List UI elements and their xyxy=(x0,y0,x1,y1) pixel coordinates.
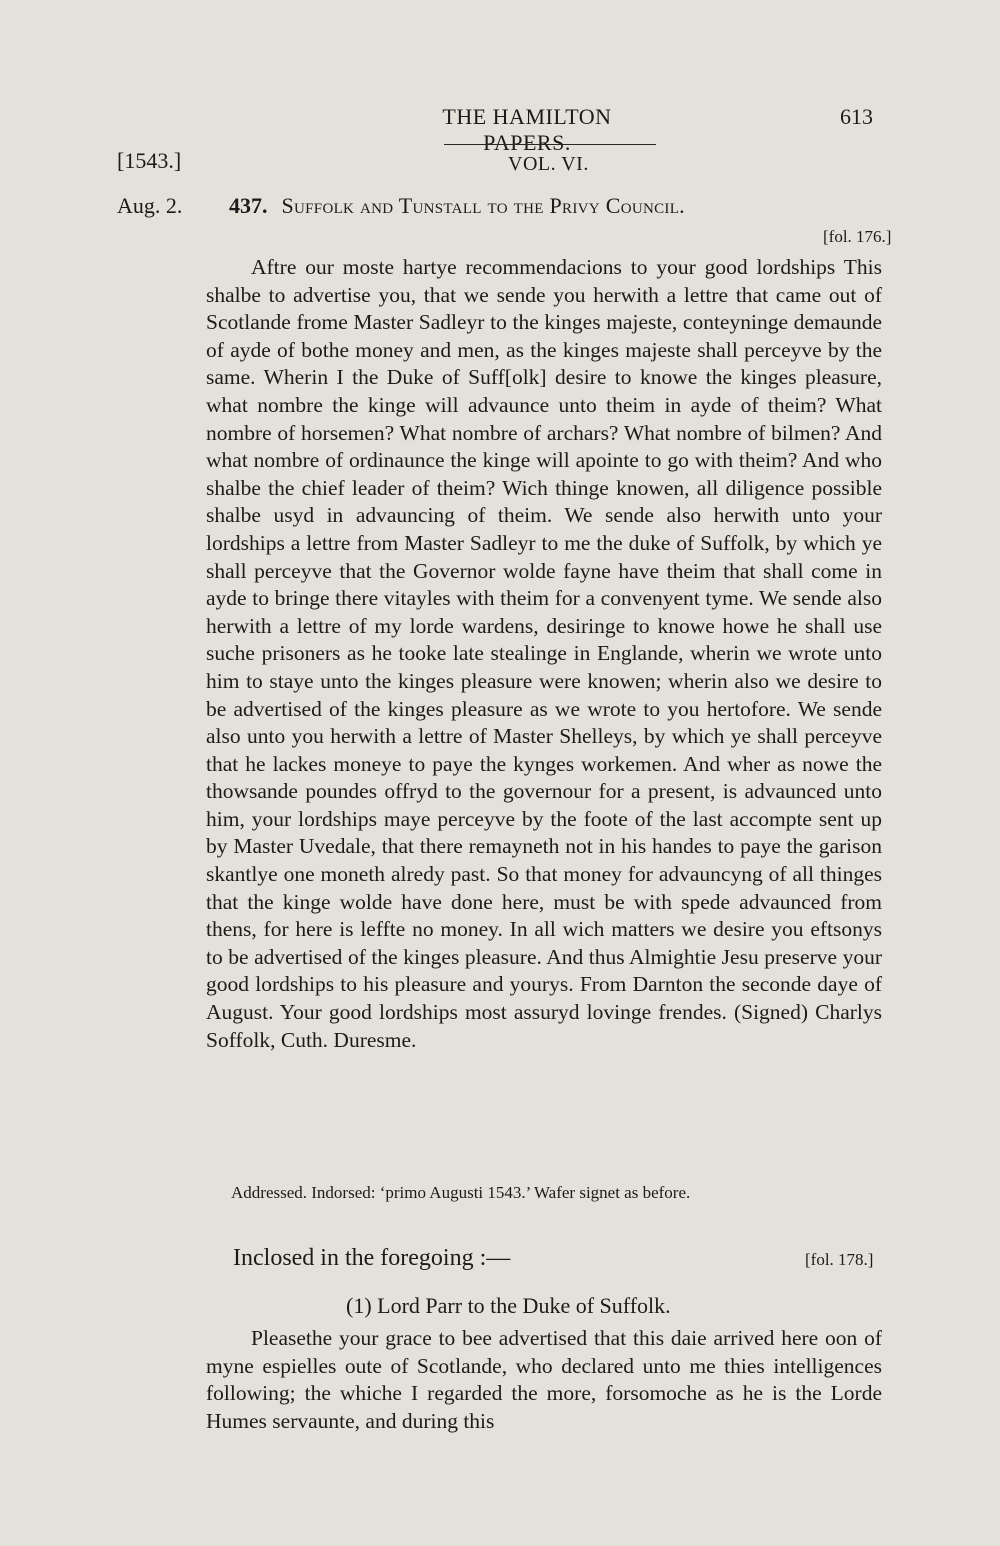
entry-date: Aug. 2. xyxy=(117,193,183,218)
page-number: 613 xyxy=(840,104,873,129)
enclosure-sub-heading: (1) Lord Parr to the Duke of Suffolk. xyxy=(346,1293,671,1318)
enclosure-body: Pleasethe your grace to bee advertised that this daie arrived here oon of myne espielles oute of Scotlande, who declared unto me thies intelligences following; the whiche I regarded the more, forsomoche as he is the Lorde Humes servaunte, and during this xyxy=(206,1326,882,1433)
year-marginal: [1543.] xyxy=(117,148,182,173)
letter-body: Aftre our moste hartye recommendacions to your good lordships This shalbe to advertise you, that we sende you herwith a lettre that came out of Scotlande frome Master Sadleyr to the kinges majeste, conteyninge demaunde of ayde of bothe money and men, as the kinges majeste shall perceyve by the same. Wherin I the Duke of Suff[olk] desire to knowe the kinges pleasure, what nombre the kinge will advaunce unto theim in ayde of theim? What nombre of horsemen? What nombre of archars? What nombre of bilmen? And what nombre of ordinaunce the kinge will apointe to go with theim? And who shalbe the chief leader of theim? Wich thinge knowen, all diligence possible shalbe usyd in advauncing of theim. We sende also herwith unto your lordships a lettre from Master Sadleyr to me the duke of Suffolk, by which ye shall perceyve that the Governor wolde fayne have theim that shall come in ayde to bringe there vitayles with theim for a convenyent tyme. We sende also herwith a lettre of my lorde wardens, desiringe to knowe howe he shall use suche prisoners as he tooke late stealinge in Englande, wherin we wrote unto him to staye unto the kinges pleasure were knowen; wherin also we desire to be advertised of the kinges pleasure as we wrote to you hertofore. We sende also unto you herwith a lettre of Master Shelleys, by which ye shall perceyve that he lackes moneye to paye the kynges workemen. And wher as nowe the thowsande poundes offryd to the governour for a present, is advaunced unto him, your lordships maye perceyve by the foote of the last accompte sent up by Master Uvedale, that there remayneth not in his handes to paye the garison skantlye one moneth alredy past. So that money for advauncyng of all thinges that the kinge wolde have done here, must be with spede advaunced from thens, for here is leffte no money. In all wich matters we desire you eftsonys to be advertised of the kinges pleasure. And thus Almightie Jesu preserve your good lordships to his pleasure and yourys. From Darnton the seconde daye of August. Your good lordships most assuryd lovinge frendes. (Signed) Charlys Soffolk, Cuth. Duresme. xyxy=(206,255,882,1052)
volume-label: VOL. VI. xyxy=(508,153,589,175)
enclosure-folio-reference: [fol. 178.] xyxy=(805,1250,874,1269)
entry-number: 437. xyxy=(229,193,268,218)
folio-reference: [fol. 176.] xyxy=(823,227,892,246)
running-title: THE HAMILTON PAPERS. xyxy=(442,104,612,155)
enclosure-heading: Inclosed in the foregoing :— xyxy=(233,1245,511,1271)
entry-title: Suffolk and Tunstall to the Privy Council. xyxy=(281,193,685,218)
entry-heading xyxy=(229,193,685,219)
address-note: Addressed. Indorsed: ‘primo Augusti 1543.’ Wafer signet as before. xyxy=(231,1183,691,1202)
header-rule xyxy=(444,144,656,145)
